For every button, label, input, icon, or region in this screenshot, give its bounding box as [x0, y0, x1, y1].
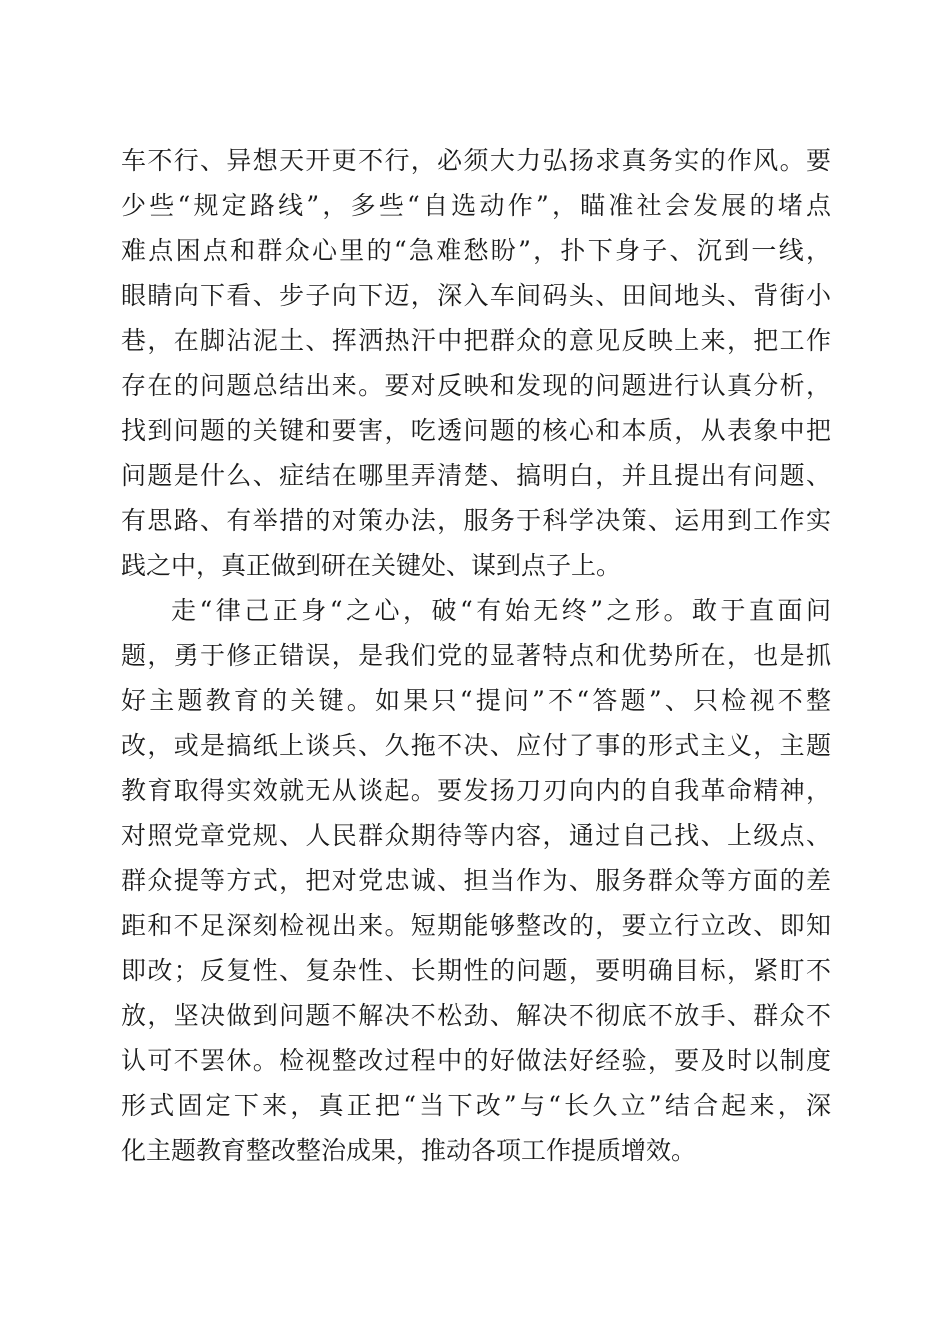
text-line-5: 巷，在脚沾泥土、挥洒热汗中把群众的意见反映上来，把工作 — [121, 326, 831, 355]
text-line-2: 少些“规定路线”，多些“自选动作”，瞄准社会发展的堵点 — [121, 191, 831, 220]
text-line-19: 即改；反复性、复杂性、长期性的问题，要明确目标，紧盯不 — [121, 956, 831, 985]
text-line-20: 放，坚决做到问题不解决不松劲、解决不彻底不放手、群众不 — [121, 1001, 831, 1030]
text-line-11: 走“律己正身“之心，破“有始无终”之形。敢于直面问 — [171, 596, 831, 625]
text-line-21: 认可不罢休。检视整改过程中的好做法好经验，要及时以制度 — [121, 1046, 831, 1075]
text-line-7: 找到问题的关键和要害，吃透问题的核心和本质，从表象中把 — [121, 416, 831, 445]
text-line-3: 难点困点和群众心里的“急难愁盼”，扑下身子、沉到一线， — [121, 236, 831, 265]
text-line-4: 眼睛向下看、步子向下迈，深入车间码头、田间地头、背街小 — [121, 281, 831, 310]
text-line-13: 好主题教育的关键。如果只“提问”不“答题”、只检视不整 — [121, 686, 831, 715]
text-line-17: 群众提等方式，把对党忠诚、担当作为、服务群众等方面的差 — [121, 866, 831, 895]
text-line-8: 问题是什么、症结在哪里弄清楚、搞明白，并且提出有问题、 — [121, 461, 831, 490]
text-line-10: 践之中，真正做到研在关键处、谋到点子上。 — [121, 551, 622, 580]
text-line-14: 改，或是搞纸上谈兵、久拖不决、应付了事的形式主义，主题 — [121, 731, 831, 760]
text-line-6: 存在的问题总结出来。要对反映和发现的问题进行认真分析， — [121, 371, 831, 400]
text-line-9: 有思路、有举措的对策办法，服务于科学决策、运用到工作实 — [121, 506, 831, 535]
text-line-22: 形式固定下来，真正把“当下改”与“长久立”结合起来，深 — [121, 1091, 831, 1120]
text-line-15: 教育取得实效就无从谈起。要发扬刀刃向内的自我革命精神， — [121, 776, 831, 805]
text-line-23: 化主题教育整改整治成果，推动各项工作提质增效。 — [121, 1136, 697, 1165]
text-line-1: 车不行、异想天开更不行，必须大力弘扬求真务实的作风。要 — [121, 146, 831, 175]
text-line-16: 对照党章党规、人民群众期待等内容，通过自己找、上级点、 — [121, 821, 831, 850]
text-line-18: 距和不足深刻检视出来。短期能够整改的，要立行立改、即知 — [121, 911, 831, 940]
text-line-12: 题，勇于修正错误，是我们党的显著特点和优势所在，也是抓 — [121, 641, 831, 670]
